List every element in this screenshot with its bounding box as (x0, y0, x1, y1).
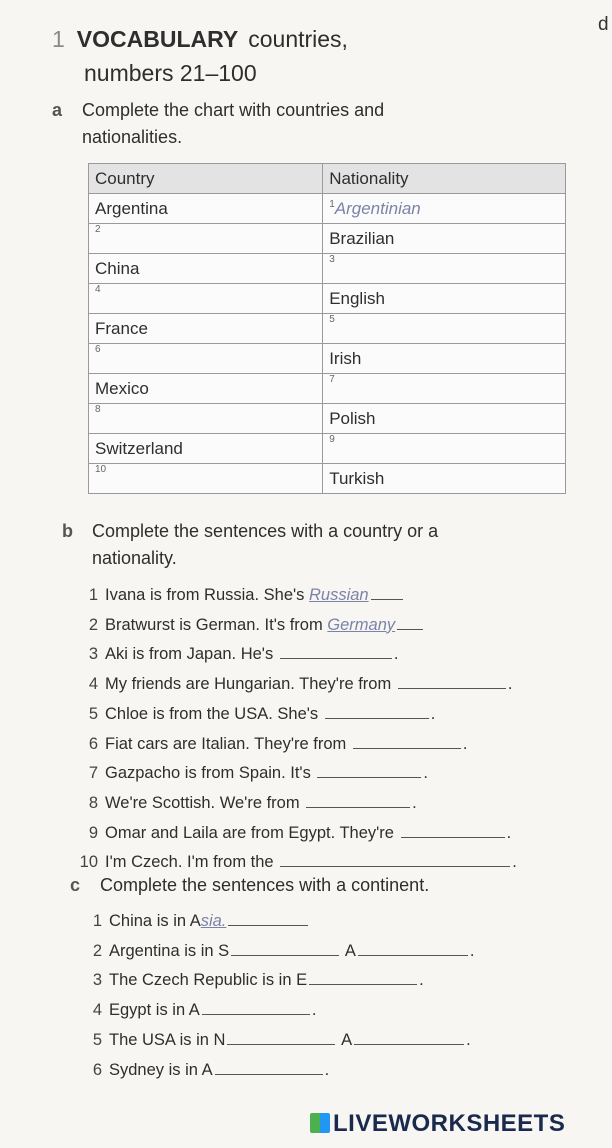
item-number: 4 (95, 284, 101, 295)
sentence-text: My friends are Hungarian. They're from (105, 675, 392, 694)
sentence-number: 6 (92, 1060, 102, 1079)
sentence-row (74, 788, 517, 818)
chart-row (89, 374, 566, 404)
country-cell[interactable] (89, 284, 323, 314)
nationality-text: Polish (329, 408, 376, 428)
example-answer: sia. (200, 912, 227, 930)
chart-row (89, 344, 566, 374)
country-nationality-chart (88, 163, 566, 494)
sentence-row (74, 610, 517, 640)
answer-blank[interactable] (215, 1055, 323, 1075)
sentence-number: 7 (88, 764, 98, 783)
country-text: France (95, 318, 148, 338)
part-c-instruction-text: Complete the sentences with a continent. (100, 875, 430, 895)
country-cell[interactable] (89, 224, 323, 254)
sentence-row (78, 936, 474, 966)
sentence-end: . (469, 941, 475, 960)
answer-blank[interactable] (306, 788, 410, 808)
nationality-text: Argentinian (334, 198, 421, 218)
chart-row (89, 284, 566, 314)
sentence-row (74, 639, 517, 669)
sentence-text: Bratwurst is German. It's from (105, 615, 323, 634)
sentence-number: 8 (88, 793, 98, 812)
answer-blank[interactable] (353, 729, 461, 749)
sentence-row (74, 699, 517, 729)
sentence-text: Aki is from Japan. He's (105, 645, 274, 664)
sentence-end: . (512, 853, 517, 872)
part-c-sentences (78, 906, 474, 1084)
part-b-instruction-line2: nationality. (92, 548, 177, 568)
sentence-number: 5 (92, 1030, 102, 1049)
sentence-number: 2 (92, 941, 102, 960)
nationality-cell[interactable] (323, 374, 566, 404)
sentence-end: . (419, 971, 424, 990)
example-answer: Russian (309, 586, 369, 604)
answer-blank[interactable] (398, 669, 506, 689)
answer-blank[interactable] (354, 1025, 464, 1045)
item-number: 2 (95, 224, 101, 235)
continent-initial: A (341, 1030, 353, 1049)
answer-blank[interactable] (401, 818, 505, 838)
header-nationality: Nationality (323, 164, 566, 194)
country-cell[interactable] (89, 464, 323, 494)
answer-blank[interactable] (280, 847, 510, 867)
nationality-cell (323, 344, 566, 374)
answer-blank[interactable] (202, 995, 310, 1015)
sentence-row (78, 906, 474, 936)
answer-blank[interactable] (280, 639, 392, 659)
item-number: 7 (329, 374, 335, 385)
item-number: 6 (95, 344, 101, 355)
country-cell (89, 374, 323, 404)
sentence-number: 1 (92, 912, 102, 930)
item-number: 3 (329, 254, 335, 265)
sentence-text: Egypt is in A (109, 1001, 200, 1020)
chart-row (89, 224, 566, 254)
nationality-cell[interactable] (323, 314, 566, 344)
sentence-end: . (466, 1030, 471, 1049)
sentence-text: I'm Czech. I'm from the (105, 853, 274, 872)
chart-row (89, 314, 566, 344)
nationality-text: Brazilian (329, 228, 395, 248)
nationality-cell[interactable] (323, 254, 566, 284)
country-text: Switzerland (95, 438, 183, 458)
sentence-text: Chloe is from the USA. She's (105, 704, 319, 723)
sentence-number: 9 (88, 823, 98, 842)
part-c-instruction (70, 872, 429, 899)
sentence-number: 2 (88, 615, 98, 634)
part-a-instruction-line2: nationalities. (82, 127, 183, 147)
sentence-number: 4 (88, 675, 98, 694)
nationality-text: English (329, 288, 385, 308)
sentence-end: . (311, 1001, 317, 1020)
sentence-row (78, 965, 474, 995)
sentence-number: 3 (92, 971, 102, 990)
sentence-text: Omar and Laila are from Egypt. They're (105, 823, 394, 842)
country-cell[interactable] (89, 404, 323, 434)
sentence-text: The Czech Republic is in E (109, 971, 308, 990)
chart-row (89, 434, 566, 464)
sentence-text: The USA is in N (109, 1030, 226, 1049)
part-a-instruction (52, 97, 384, 151)
sentence-row (74, 818, 517, 848)
section-title-rest: countries, (248, 26, 348, 52)
header-country: Country (89, 164, 323, 194)
nationality-cell (323, 194, 566, 224)
section-title-line2: numbers 21–100 (84, 60, 257, 86)
sentence-number: 5 (88, 704, 98, 723)
answer-blank[interactable] (397, 610, 423, 630)
sentence-end: . (393, 645, 399, 664)
part-b-instruction-line1: Complete the sentences with a country or a (92, 521, 439, 541)
sentence-text: Sydney is in A (109, 1060, 213, 1079)
section-title-bold: VOCABULARY (76, 26, 239, 52)
chart-row (89, 194, 566, 224)
item-number: 8 (95, 404, 101, 415)
sentence-text: Argentina is in S (109, 941, 230, 960)
country-text: Argentina (95, 198, 168, 218)
sentence-end: . (462, 734, 468, 753)
sentence-end: . (423, 764, 429, 783)
country-cell[interactable] (89, 344, 323, 374)
item-number: 9 (329, 434, 335, 445)
section-title (52, 22, 348, 90)
country-cell (89, 254, 323, 284)
nationality-cell (323, 404, 566, 434)
example-answer: Germany (327, 615, 396, 634)
sentence-number: 3 (88, 645, 98, 664)
answer-blank[interactable] (371, 580, 403, 600)
part-a-instruction-line1: Complete the chart with countries and (82, 100, 385, 120)
part-a-letter: a (52, 100, 63, 120)
sentence-row (74, 669, 517, 699)
country-cell (89, 314, 323, 344)
corner-letter: d (598, 14, 609, 35)
sentence-row (74, 758, 517, 788)
chart-row (89, 464, 566, 494)
sentence-row (78, 1055, 474, 1085)
sentence-text: China is in A (109, 912, 201, 930)
nationality-cell (323, 284, 566, 314)
answer-blank[interactable] (227, 1025, 335, 1045)
answer-blank[interactable] (317, 758, 421, 778)
part-c-letter: c (70, 875, 81, 895)
item-number: 5 (329, 314, 335, 325)
sentence-row (78, 995, 474, 1025)
sentence-text: Gazpacho is from Spain. It's (105, 764, 311, 783)
sentence-number: 6 (88, 734, 98, 753)
sentence-text: Ivana is from Russia. She's (105, 586, 305, 604)
logo-text: LIVEWORKSHEETS (333, 1110, 566, 1137)
liveworksheets-logo (310, 1110, 565, 1138)
chart-row (89, 254, 566, 284)
sentence-end: . (412, 793, 417, 812)
part-b-instruction (62, 518, 438, 572)
part-b-letter: b (62, 521, 73, 541)
sentence-end: . (507, 675, 513, 694)
sentence-number: 4 (92, 1001, 102, 1020)
answer-blank[interactable] (358, 936, 468, 956)
sentence-number: 10 (79, 853, 98, 872)
item-number: 1 (329, 198, 335, 210)
nationality-cell[interactable] (323, 434, 566, 464)
sentence-text: We're Scottish. We're from (105, 793, 300, 812)
item-number: 10 (95, 464, 107, 475)
nationality-text: Turkish (329, 468, 385, 488)
answer-blank[interactable] (231, 936, 339, 956)
nationality-text: Irish (329, 348, 362, 368)
country-cell (89, 194, 323, 224)
sentence-row (78, 1025, 474, 1055)
sentence-text: Fiat cars are Italian. They're from (105, 734, 347, 753)
section-number: 1 (52, 26, 65, 52)
logo-icon (310, 1113, 330, 1133)
sentence-end: . (506, 823, 512, 842)
nationality-cell (323, 224, 566, 254)
sentence-number: 1 (88, 586, 98, 604)
sentence-row (74, 580, 517, 610)
country-cell (89, 434, 323, 464)
sentence-row (74, 729, 517, 759)
answer-blank[interactable] (325, 699, 429, 719)
chart-row (89, 404, 566, 434)
country-text: Mexico (95, 378, 149, 398)
part-b-sentences (74, 580, 517, 877)
nationality-cell (323, 464, 566, 494)
sentence-end: . (324, 1060, 330, 1079)
continent-initial: A (344, 941, 356, 960)
sentence-end: . (430, 704, 436, 723)
country-text: China (95, 258, 140, 278)
answer-blank[interactable] (228, 906, 308, 926)
answer-blank[interactable] (309, 965, 417, 985)
